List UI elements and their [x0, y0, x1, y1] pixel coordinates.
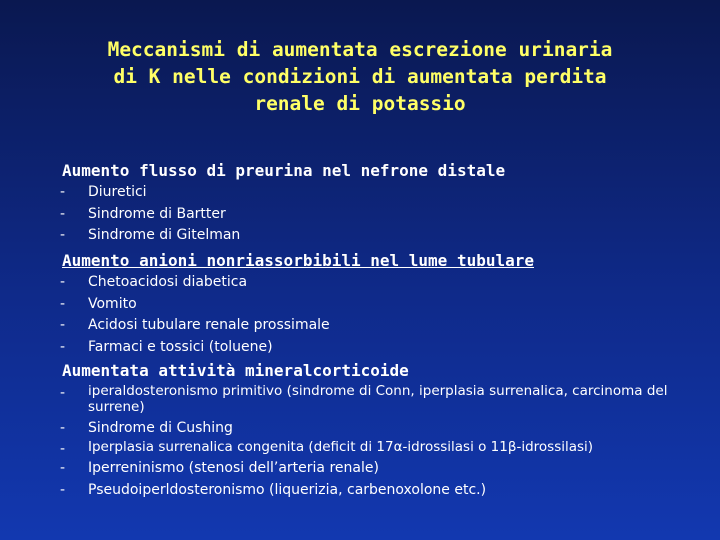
list-anioni: [60, 273, 680, 359]
list-item: - Pseudoiperldosteronismo (liquerizia, carbenoxolone etc.): [60, 481, 487, 498]
list-item: - Sindrome di Gitelman: [60, 227, 241, 243]
list-item: - Diuretici: [60, 184, 147, 200]
title-line-2: di K nelle condizioni di aumentata perdita: [113, 65, 607, 88]
bullet-dash: -: [60, 460, 66, 476]
bullet-dash: -: [60, 385, 66, 401]
bullet-dash: -: [60, 481, 66, 498]
list-item: - Iperplasia surrenalica congenita (deficit di 17α-idrossilasi o 11β-idrossilasi): [60, 439, 594, 457]
list-item: - Iperreninismo (stenosi dell’arteria renale): [60, 460, 379, 476]
bullet-dash: -: [60, 295, 66, 312]
list-item: - Acidosi tubulare renale prossimale: [60, 317, 330, 333]
bullet-dash: -: [60, 317, 66, 333]
list-item: - iperaldosteronismo primitivo (sindrome di Conn, iperplasia surrenalica, carcinoma del surrene): [60, 383, 668, 415]
title-line-1: Meccanismi di aumentata escrezione urinaria: [107, 38, 613, 61]
list-item: - Sindrome di Cushing: [60, 419, 233, 436]
bullet-dash: -: [60, 205, 66, 222]
list-item: - Sindrome di Bartter: [60, 205, 226, 222]
section-heading-mineralcorticoide: Aumentata attività mineralcorticoide: [62, 361, 409, 380]
section-heading-flusso: Aumento flusso di preurina nel nefrone distale: [62, 161, 506, 180]
list-item: - Vomito: [60, 295, 137, 312]
bullet-dash: -: [60, 274, 66, 290]
slide-title: [30, 36, 690, 117]
list-flusso: [60, 183, 680, 248]
bullet-dash: -: [60, 184, 66, 200]
bullet-dash: -: [60, 227, 66, 243]
section-heading-anioni: Aumento anioni nonriassorbibili nel lume tubulare: [62, 251, 535, 270]
bullet-dash: -: [60, 338, 66, 355]
title-line-3: renale di potassio: [254, 92, 466, 115]
bullet-dash: -: [60, 419, 66, 436]
list-item: - Farmaci e tossici (toluene): [60, 338, 273, 355]
bullet-dash: -: [60, 441, 66, 457]
list-item: - Chetoacidosi diabetica: [60, 274, 248, 290]
list-mineralcorticoide: [60, 384, 680, 502]
